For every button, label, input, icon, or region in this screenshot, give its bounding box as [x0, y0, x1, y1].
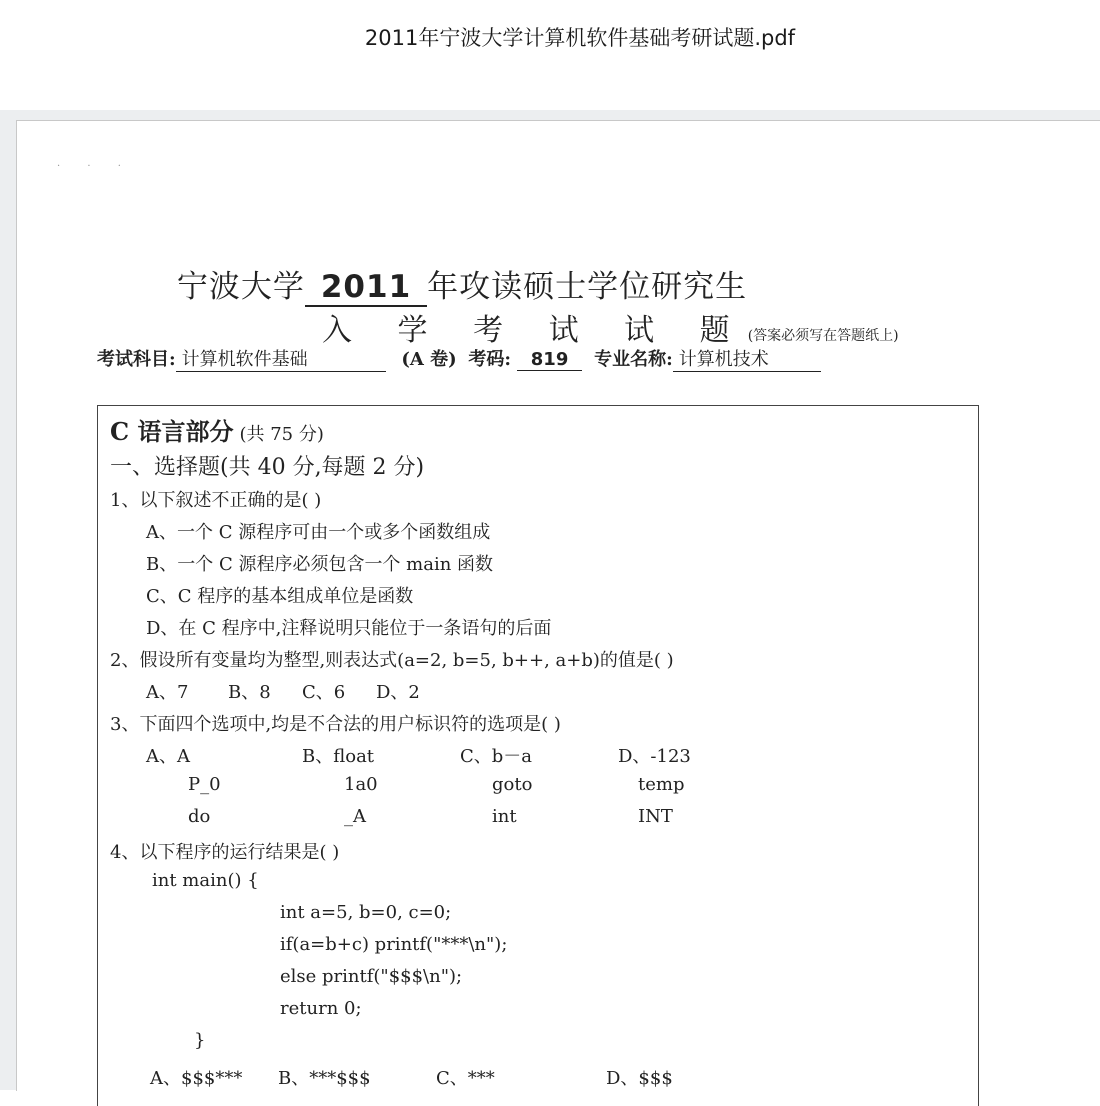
part-heading: 一、选择题(共 40 分,每题 2 分) [110, 455, 425, 480]
q1-option-c: C、C 程序的基本组成单位是函数 [146, 586, 414, 607]
q2-option-b: B、8 [228, 682, 271, 703]
q3-option-d: D、-123 [618, 746, 691, 767]
university-name: 宁波大学 [176, 269, 305, 305]
subject-value: 计算机软件基础 [176, 345, 386, 372]
exam-title [17, 261, 907, 307]
q1-option-a: A、一个 C 源程序可由一个或多个函数组成 [146, 522, 491, 543]
paper-label: (A 卷) [401, 349, 457, 370]
major-value: 计算机技术 [673, 345, 821, 372]
q4-code-line: int a=5, b=0, c=0; [280, 902, 452, 923]
major-label: 专业名称: [594, 349, 673, 370]
exam-title-suffix: 年攻读硕士学位研究生 [427, 269, 748, 305]
q1-option-b: B、一个 C 源程序必须包含一个 main 函数 [146, 554, 494, 575]
exam-info-line [97, 345, 821, 372]
q4-option-d: D、$$$ [606, 1068, 673, 1089]
q3-c-item3: int [492, 806, 517, 827]
document-title: 2011年宁波大学计算机软件基础考研试题.pdf [364, 26, 796, 50]
q3-stem: 3、下面四个选项中,均是不合法的用户标识符的选项是( ) [110, 714, 561, 735]
q3-b-item3: _A [344, 806, 366, 827]
q4-stem: 4、以下程序的运行结果是( ) [110, 842, 340, 863]
q2-option-a: A、7 [146, 682, 189, 703]
exam-subtitle-note: (答案必须写在答题纸上) [747, 328, 899, 344]
code-value: 819 [517, 349, 583, 371]
subject-label: 考试科目: [97, 349, 176, 370]
q3-c-item2: goto [492, 774, 533, 795]
q3-d-item3: INT [638, 806, 673, 827]
q2-option-d: D、2 [376, 682, 420, 703]
q3-a-item2: P_0 [188, 774, 221, 795]
exam-subtitle-text: 入 学 考 试 试 题 [322, 313, 748, 348]
q4-code-line: if(a=b+c) printf("***\n"); [280, 934, 508, 955]
q4-option-c: C、*** [436, 1068, 495, 1089]
question-box [97, 405, 979, 1106]
q4-option-a: A、$$$*** [150, 1068, 243, 1089]
q3-d-item2: temp [638, 774, 685, 795]
q3-option-b: B、float [302, 746, 375, 767]
q3-a-item3: do [188, 806, 211, 827]
q3-option-c: C、b－a [460, 746, 533, 767]
section-score: (共 75 分) [239, 424, 324, 445]
q4-option-b: B、***$$$ [278, 1068, 371, 1089]
q4-code-line: int main() { [152, 870, 259, 891]
title-bar [0, 0, 1100, 110]
q4-code-line: else printf("$$$\n"); [280, 966, 463, 987]
section-title: C 语言部分 [110, 417, 234, 446]
q1-option-d: D、在 C 程序中,注释说明只能位于一条语句的后面 [146, 618, 552, 639]
q3-option-a: A、A [146, 746, 190, 767]
exam-year: 2011 [305, 269, 427, 307]
section-heading [110, 412, 324, 447]
q4-code-line: return 0; [280, 998, 362, 1019]
code-label: 考码: [468, 349, 512, 370]
q4-code-line: } [194, 1030, 206, 1051]
exam-subtitle [322, 305, 899, 349]
pdf-page [16, 120, 1100, 1091]
q2-option-c: C、6 [302, 682, 346, 703]
q1-stem: 1、以下叙述不正确的是( ) [110, 490, 322, 511]
q2-stem: 2、假设所有变量均为整型,则表达式(a=2, b=5, b++, a+b)的值是( ) [110, 650, 674, 671]
scan-specks: · · · [57, 161, 133, 172]
q3-b-item2: 1a0 [344, 774, 378, 795]
